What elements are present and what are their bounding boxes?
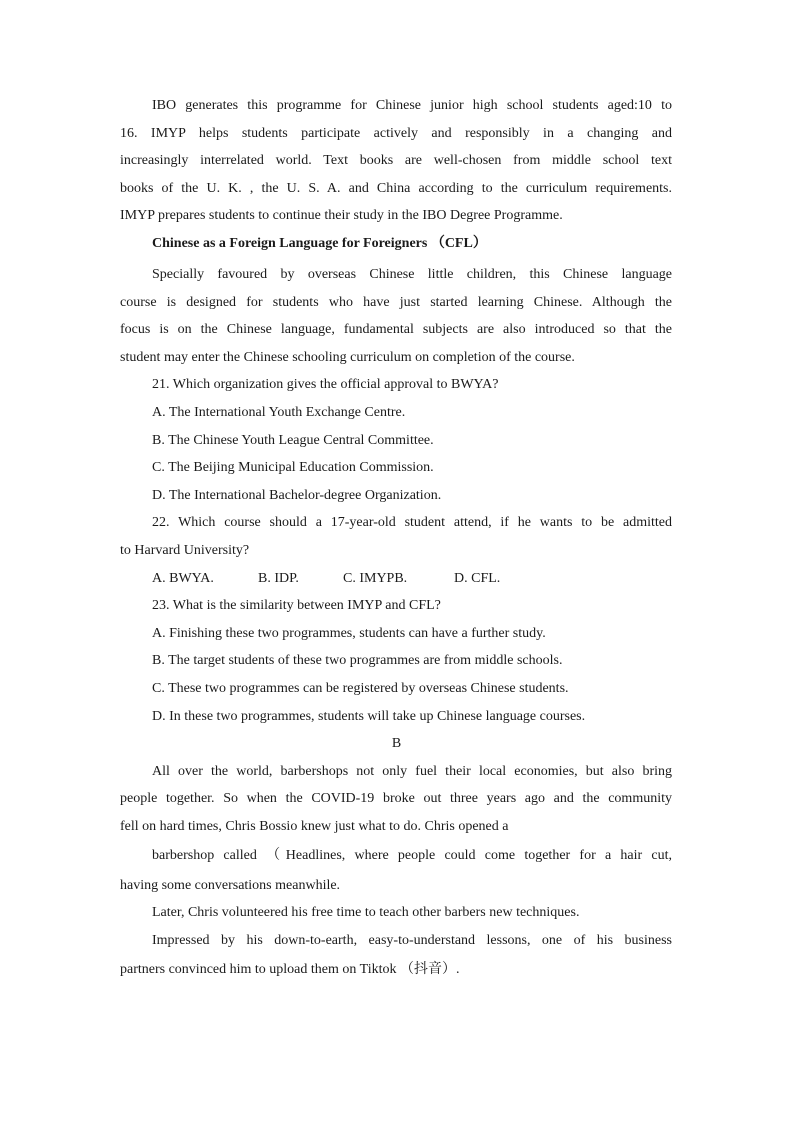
q22-options xyxy=(152,569,500,589)
q21-option-d: D. The International Bachelor-degree Organization. xyxy=(152,488,442,503)
q23-option-a: A. Finishing these two programmes, students can have a further study. xyxy=(152,626,546,641)
passage-b-line-4: barbershop called （Headlines, where people could come together for a hair cut, xyxy=(152,848,672,863)
passage-b-line-2: people together. So when the COVID-19 broke out three years ago and the community xyxy=(120,791,672,806)
q21-stem: 21. Which organization gives the official approval to BWYA? xyxy=(152,377,499,392)
passage-b-line-8: partners convinced him to upload them on Tiktok （抖音）. xyxy=(120,962,460,977)
q21-option-a: A. The International Youth Exchange Centre. xyxy=(152,405,406,420)
passage-b-line-6: Later, Chris volunteered his free time to teach other barbers new techniques. xyxy=(152,905,580,920)
passage-b-line-3: fell on hard times, Chris Bossio knew just what to do. Chris opened a xyxy=(120,819,509,834)
q22-stem-line-2: to Harvard University? xyxy=(120,543,250,558)
cfl-line-4: student may enter the Chinese schooling curriculum on completion of the course. xyxy=(120,350,575,365)
passage-b-label: B xyxy=(391,736,402,751)
q21-option-c: C. The Beijing Municipal Education Commission. xyxy=(152,460,434,475)
imyp-line-5: IMYP prepares students to continue their study in the IBO Degree Programme. xyxy=(120,208,563,223)
cfl-line-2: course is designed for students who have just started learning Chinese. Although the xyxy=(120,295,672,310)
q23-option-d: D. In these two programmes, students will take up Chinese language courses. xyxy=(152,709,586,724)
q21-option-b: B. The Chinese Youth League Central Committee. xyxy=(152,433,434,448)
q23-stem: 23. What is the similarity between IMYP and CFL? xyxy=(152,598,441,613)
q22-stem-line-1: 22. Which course should a 17-year-old student attend, if he wants to be admitted xyxy=(152,515,672,530)
imyp-line-1: IBO generates this programme for Chinese junior high school students aged:10 to xyxy=(152,98,672,113)
cfl-heading: Chinese as a Foreign Language for Foreigners （CFL） xyxy=(152,236,487,251)
q22-option-c: C. IMYPB. xyxy=(343,571,408,586)
imyp-line-2: 16. IMYP helps students participate actively and responsibly in a changing and xyxy=(120,126,672,141)
imyp-line-4: books of the U. K. , the U. S. A. and China according to the curriculum requirements. xyxy=(120,181,672,196)
cfl-line-3: focus is on the Chinese language, fundamental subjects are also introduced so that the xyxy=(120,322,672,337)
q23-option-c: C. These two programmes can be registered by overseas Chinese students. xyxy=(152,681,569,696)
q22-option-a: A. BWYA. xyxy=(152,571,214,586)
imyp-line-3: increasingly interrelated world. Text books are well-chosen from middle school text xyxy=(120,153,672,168)
passage-b-line-1: All over the world, barbershops not only fuel their local economies, but also bring xyxy=(152,764,672,779)
q23-option-b: B. The target students of these two programmes are from middle schools. xyxy=(152,653,563,668)
q22-option-b: B. IDP. xyxy=(258,571,299,586)
cfl-line-1: Specially favoured by overseas Chinese little children, this Chinese language xyxy=(152,267,672,282)
passage-b-line-5: having some conversations meanwhile. xyxy=(120,878,341,893)
passage-b-line-7: Impressed by his down-to-earth, easy-to-understand lessons, one of his business xyxy=(152,933,672,948)
q22-option-d: D. CFL. xyxy=(454,571,501,586)
